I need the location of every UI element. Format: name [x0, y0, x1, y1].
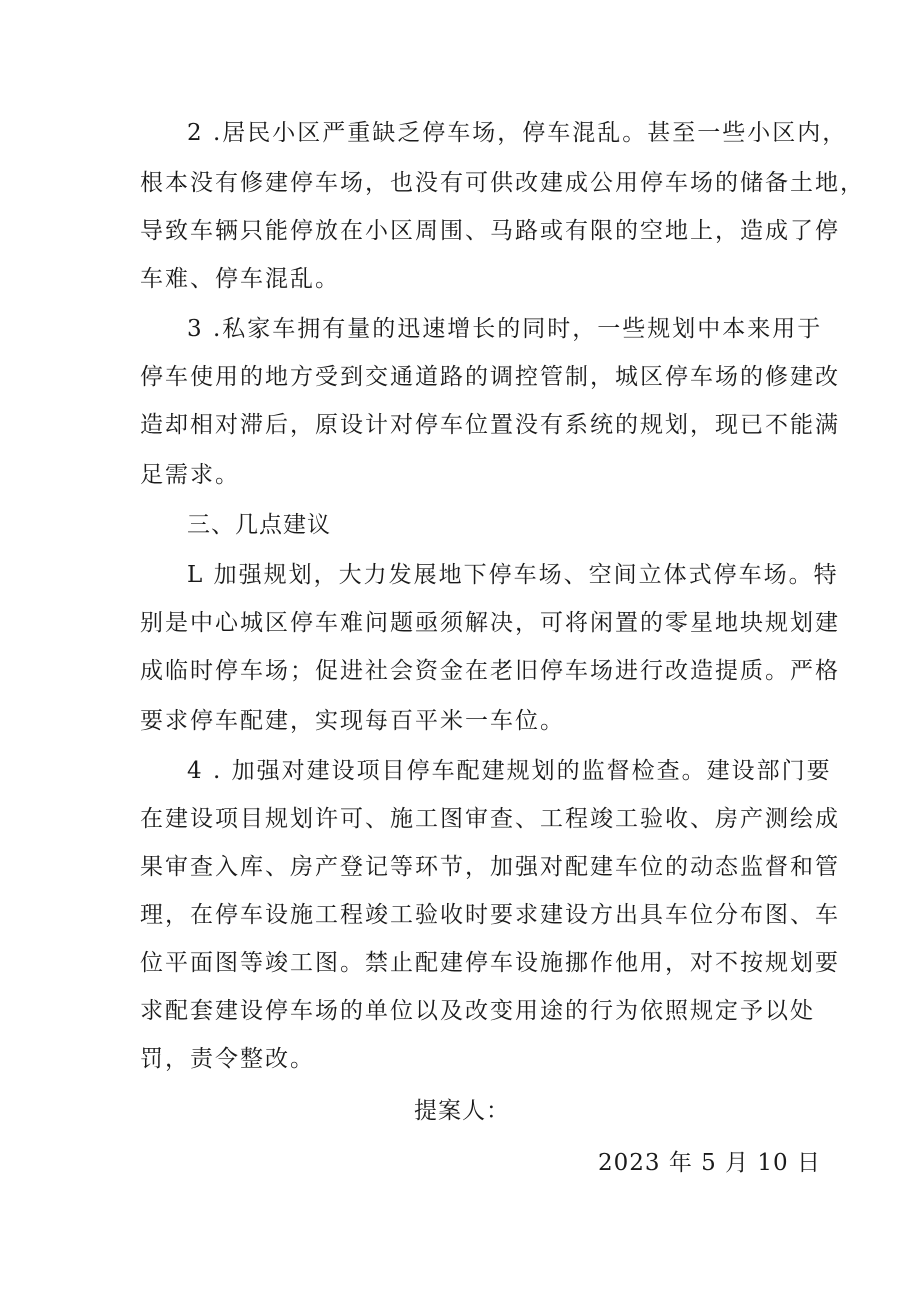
paragraph-2-line-3: 导致车辆只能停放在小区周围、马路或有限的空地上，造成了停: [140, 218, 840, 244]
suggestion-1-line-1: L 加强规划，大力发展地下停车场、空间立体式停车场。特: [187, 562, 839, 588]
paragraph-3-line-1: 3 .私家车拥有量的迅速增长的同时，一些规划中本来用于: [187, 316, 823, 342]
suggestion-4-line-2: 在建设项目规划许可、施工图审查、工程竣工验收、房产测绘成: [140, 806, 840, 832]
suggestion-4-line-5: 位平面图等竣工图。禁止配建停车设施挪作他用，对不按规划要: [140, 950, 840, 976]
suggestion-1-line-3: 成临时停车场；促进社会资金在老旧停车场进行改造提质。严格: [140, 658, 840, 684]
suggestion-4-line-7: 罚，责令整改。: [140, 1046, 315, 1072]
paragraph-3-line-4: 足需求。: [140, 462, 240, 488]
paragraph-3-line-2: 停车使用的地方受到交通道路的调控管制，城区停车场的修建改: [140, 364, 840, 390]
suggestion-4-line-1: 4 . 加强对建设项目停车配建规划的监督检查。建设部门要: [187, 758, 832, 784]
suggestion-4-line-6: 求配套建设停车场的单位以及改变用途的行为依照规定予以处: [140, 998, 815, 1024]
date: 2023 年 5 月 10 日: [598, 1150, 821, 1176]
paragraph-3-line-3: 造却相对滞后，原设计对停车位置没有系统的规划，现已不能满: [140, 412, 840, 438]
suggestion-4-line-4: 理，在停车设施工程竣工验收时要求建设方出具车位分布图、车: [140, 902, 840, 928]
paragraph-2-line-1: 2 .居民小区严重缺乏停车场，停车混乱。甚至一些小区内，: [187, 120, 848, 146]
paragraph-2-line-4: 车难、停车混乱。: [140, 266, 340, 292]
suggestion-1-line-2: 别是中心城区停车难问题亟须解决，可将闲置的零星地块规划建: [140, 610, 840, 636]
suggestion-1-line-4: 要求停车配建，实现每百平米一车位。: [140, 708, 565, 734]
suggestion-4-line-3: 果审查入库、房产登记等环节，加强对配建车位的动态监督和管: [140, 854, 840, 880]
section-heading: 三、几点建议: [187, 512, 331, 538]
paragraph-2-line-2: 根本没有修建停车场，也没有可供改建成公用停车场的储备土地，: [140, 170, 865, 196]
proposer-label: 提案人：: [414, 1098, 510, 1124]
